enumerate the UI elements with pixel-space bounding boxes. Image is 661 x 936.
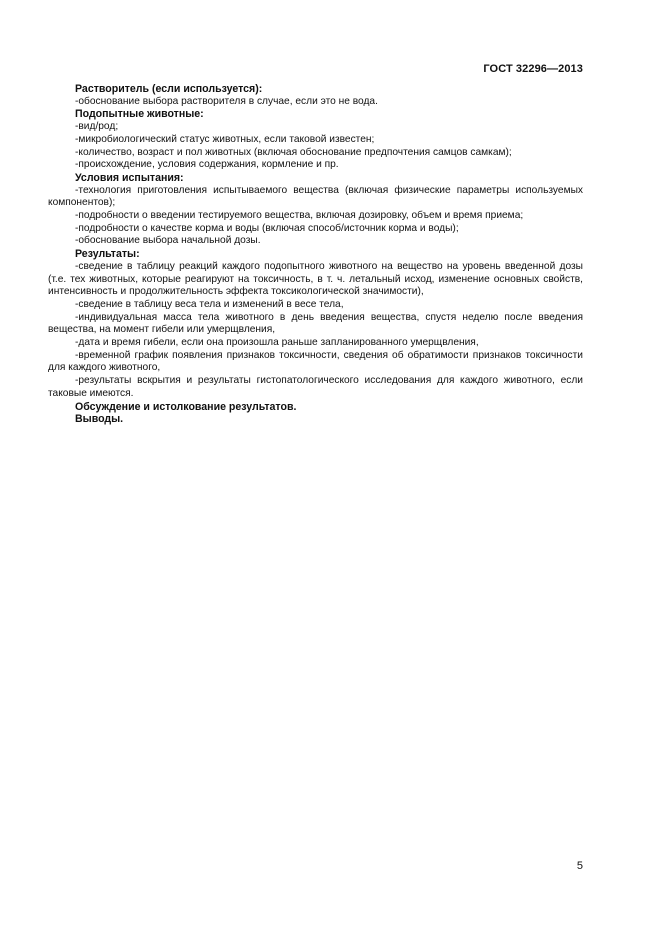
list-item: -микробиологический статус животных, если таковой известен; — [75, 133, 375, 145]
list-item: -временной график появления признаков токсичности, сведения об обратимости признаков токсичности для каждого животного, — [48, 349, 583, 374]
list-item: -дата и время гибели, если она произошла раньше запланированного умерщвления, — [75, 337, 479, 349]
list-item: -подробности о введении тестируемого вещества, включая дозировку, объем и время приема; — [75, 210, 524, 222]
list-item: -подробности о качестве корма и воды (включая способ/источник корма и воды); — [75, 222, 459, 234]
section-heading-solvent: Растворитель (если используется): — [75, 83, 263, 95]
list-item: -индивидуальная масса тела животного в день введения вещества, спустя неделю после введения вещества, на момент гибели или умерщвления, — [48, 311, 583, 336]
list-item: -сведение в таблицу реакций каждого подопытного животного на вещество на уровень введенной дозы (т.е. тех животных, которые реагируют на токсичность, в т. ч. летальный исход, изменение основных свойств, интенсивность и продолжительность эффекта токсикологической значимости), — [48, 260, 583, 298]
list-item: -обоснование выбора растворителя в случае, если это не вода. — [75, 95, 378, 107]
section-heading-animals: Подопытные животные: — [75, 108, 204, 121]
section-heading-conclusions: Выводы. — [75, 413, 124, 426]
document-body — [48, 83, 583, 426]
list-item: -технология приготовления испытываемого вещества (включая физические параметры используемых компонентов); — [48, 184, 583, 209]
list-item: -обоснование выбора начальной дозы. — [75, 235, 261, 247]
page-number: 5 — [576, 860, 583, 872]
list-item: -количество, возраст и пол животных (включая обоснование предпочтения самцов самкам); — [75, 146, 512, 158]
section-heading-discussion: Обсуждение и истолкование результатов. — [75, 400, 297, 413]
list-item: -результаты вскрытия и результаты гистопатологического исследования для каждого животного, если таковые имеются. — [48, 375, 583, 399]
list-item: -вид/род; — [75, 121, 119, 133]
standard-designation: ГОСТ 32296—2013 — [483, 63, 583, 75]
section-heading-results: Результаты: — [75, 248, 140, 261]
section-heading-test-conditions: Условия испытания: — [75, 171, 184, 184]
list-item: -сведение в таблицу веса тела и изменений в весе тела, — [75, 298, 344, 310]
list-item: -происхождение, условия содержания, кормление и пр. — [75, 159, 339, 171]
